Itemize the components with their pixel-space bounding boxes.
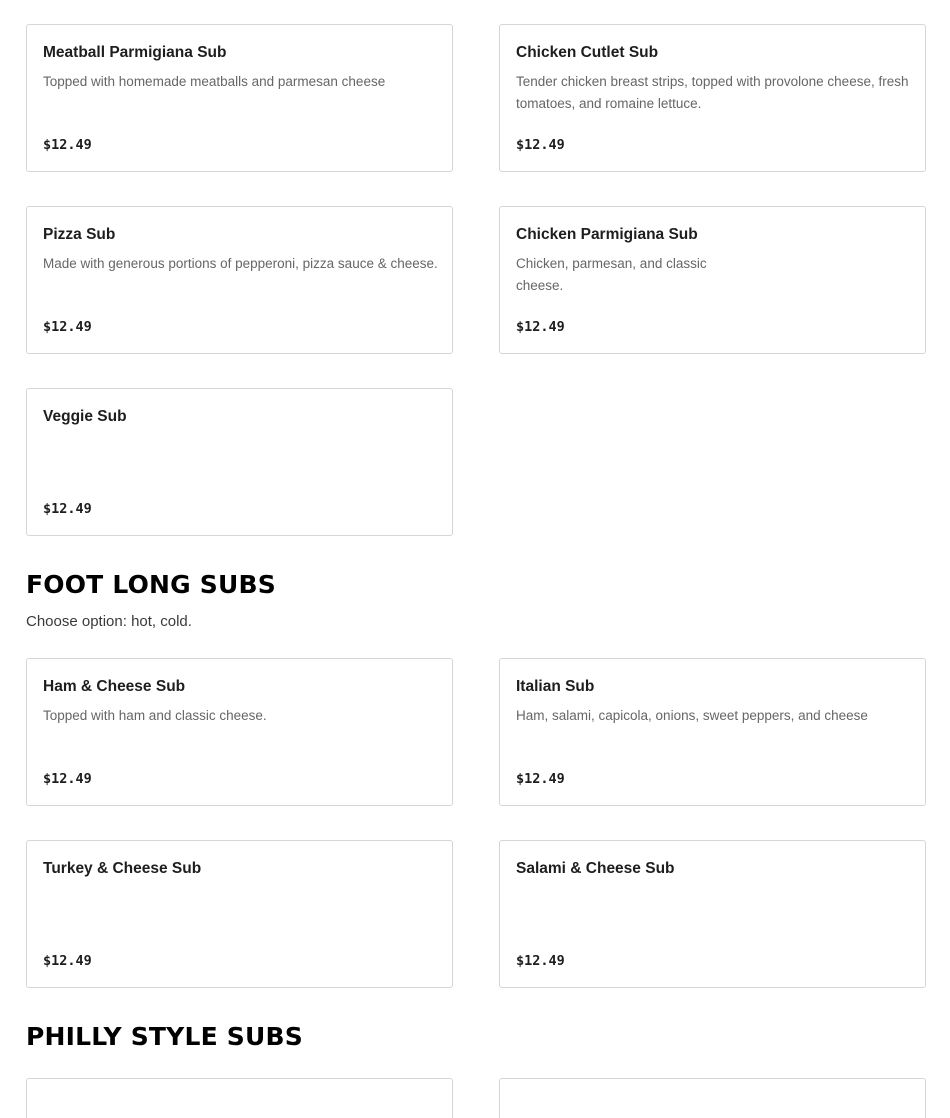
item-price: $12.49: [516, 137, 565, 153]
item-name: Italian Sub: [516, 678, 595, 695]
item-description: Tender chicken breast strips, topped with provolone cheese, fresh tomatoes, and romaine lettuce.: [516, 74, 909, 111]
menu-item-card[interactable]: [499, 840, 926, 988]
menu-item-card[interactable]: [26, 388, 453, 536]
menu-item-card[interactable]: [499, 658, 926, 806]
item-price: $12.49: [516, 319, 565, 335]
menu-item-card[interactable]: [26, 1078, 453, 1118]
item-price: $12.49: [43, 771, 92, 787]
item-name: Meatball Parmigiana Sub: [43, 44, 227, 61]
item-price: $12.49: [43, 953, 92, 969]
item-price: $12.49: [516, 953, 565, 969]
item-name: Turkey & Cheese Sub: [43, 860, 202, 877]
item-name: Chicken Parmigiana Sub: [516, 226, 698, 243]
section-note: Choose option: hot, cold.: [26, 613, 192, 630]
item-name: Ham & Cheese Sub: [43, 678, 186, 695]
item-price: $12.49: [43, 137, 92, 153]
menu-item-card[interactable]: [499, 24, 926, 172]
item-name: Salami & Cheese Sub: [516, 860, 675, 877]
item-description: Chicken, parmesan, and classic cheese.: [516, 256, 707, 293]
item-name: Pizza Sub: [43, 226, 116, 243]
menu-item-card[interactable]: [26, 840, 453, 988]
item-description: Made with generous portions of pepperoni, pizza sauce & cheese.: [43, 256, 438, 271]
section-title: PHILLY STYLE SUBS: [26, 1022, 303, 1051]
item-price: $12.49: [43, 501, 92, 517]
menu-item-card[interactable]: [499, 1078, 926, 1118]
menu-item-card[interactable]: [26, 24, 453, 172]
item-name: Chicken Cutlet Sub: [516, 44, 659, 61]
menu-item-card[interactable]: [26, 206, 453, 354]
menu-item-card[interactable]: [26, 658, 453, 806]
item-price: $12.49: [43, 319, 92, 335]
menu-item-card[interactable]: [499, 206, 926, 354]
item-price: $12.49: [516, 771, 565, 787]
item-description: Ham, salami, capicola, onions, sweet peppers, and cheese: [516, 708, 868, 723]
item-description: Topped with homemade meatballs and parmesan cheese: [43, 74, 386, 89]
section-title: FOOT LONG SUBS: [26, 570, 276, 599]
item-name: Veggie Sub: [43, 408, 127, 425]
item-description: Topped with ham and classic cheese.: [43, 708, 267, 723]
